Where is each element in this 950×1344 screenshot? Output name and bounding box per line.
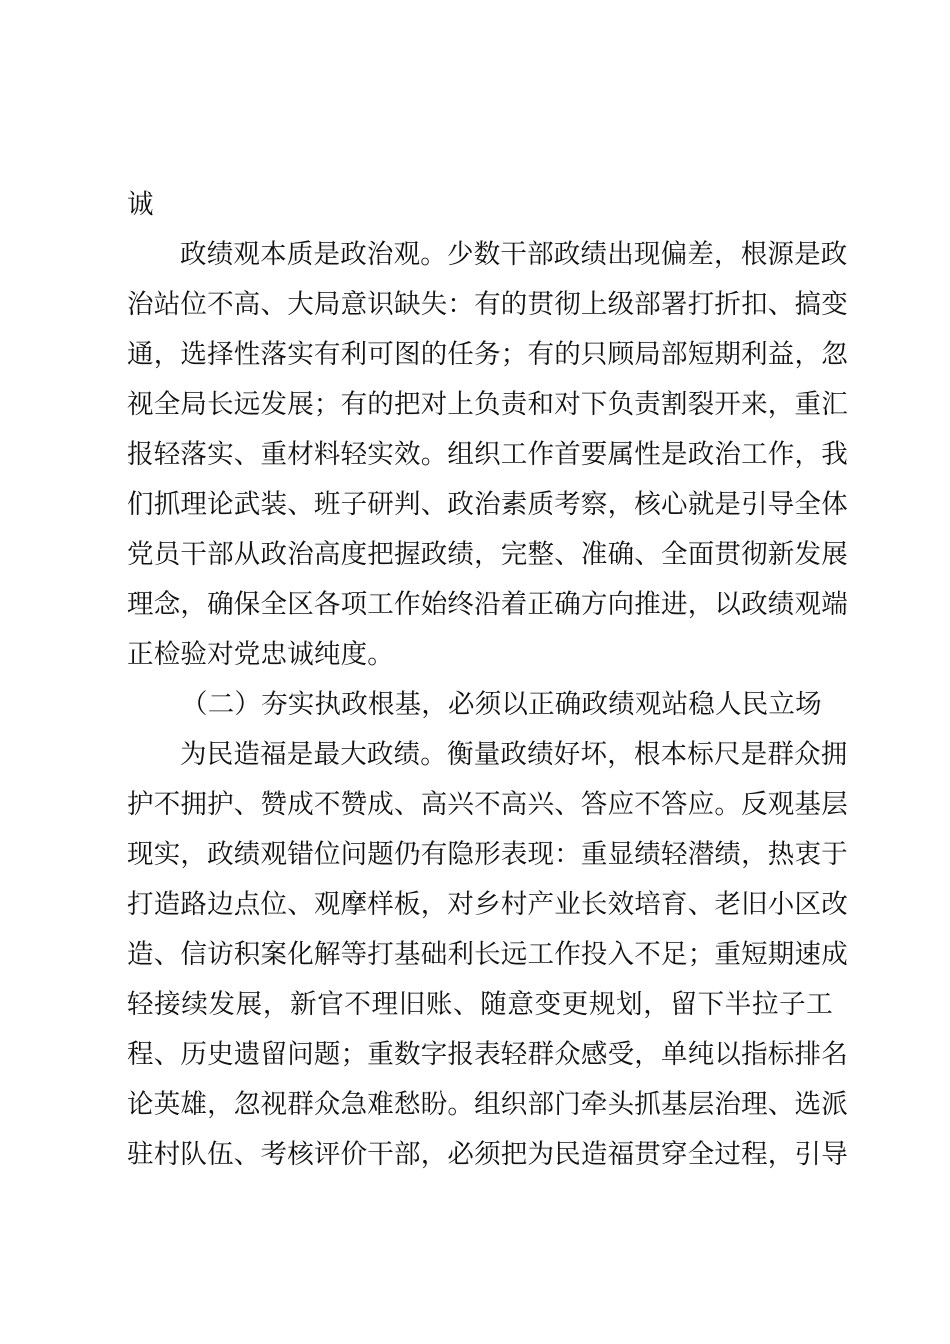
text-line: 轻接续发展，新官不理旧账、随意变更规划，留下半拉子工 — [127, 989, 833, 1020]
text-line: 治站位不高、大局意识缺失：有的贯彻上级部署打折扣、搞变 — [127, 289, 848, 320]
text-line: 程、历史遗留问题；重数字报表轻群众感受，单纯以指标排名 — [127, 1039, 848, 1070]
text-line: 党员干部从政治高度把握政绩，完整、准确、全面贯彻新发展 — [127, 539, 848, 570]
text-line: 驻村队伍、考核评价干部，必须把为民造福贯穿全过程，引导 — [127, 1139, 848, 1170]
text-line: 诚 — [127, 189, 154, 220]
text-line: 报轻落实、重材料轻实效。组织工作首要属性是政治工作，我 — [127, 439, 848, 470]
text-line: 护不拥护、赞成不赞成、高兴不高兴、答应不答应。反观基层 — [127, 789, 848, 820]
text-line: 们抓理论武装、班子研判、政治素质考察，核心就是引导全体 — [127, 489, 848, 520]
text-line: 论英雄，忽视群众急难愁盼。组织部门牵头抓基层治理、选派 — [127, 1089, 848, 1120]
text-line: 视全局长远发展；有的把对上负责和对下负责割裂开来，重汇 — [127, 389, 848, 420]
text-line: 打造路边点位、观摩样板，对乡村产业长效培育、老旧小区改 — [127, 889, 848, 920]
section-heading: （二）夯实执政根基，必须以正确政绩观站稳人民立场 — [181, 689, 822, 720]
text-line: 造、信访积案化解等打基础利长远工作投入不足；重短期速成 — [127, 939, 848, 970]
paragraph-first-line: 政绩观本质是政治观。少数干部政绩出现偏差，根源是政 — [180, 239, 848, 270]
text-line: 理念，确保全区各项工作始终沿着正确方向推进，以政绩观端 — [127, 589, 848, 620]
text-line: 现实，政绩观错位问题仍有隐形表现：重显绩轻潜绩，热衷于 — [127, 839, 848, 870]
paragraph-first-line: 为民造福是最大政绩。衡量政绩好坏，根本标尺是群众拥 — [180, 739, 848, 770]
text-line: 通，选择性落实有利可图的任务；有的只顾局部短期利益，忽 — [127, 339, 848, 370]
text-line: 正检验对党忠诚纯度。 — [127, 639, 394, 670]
